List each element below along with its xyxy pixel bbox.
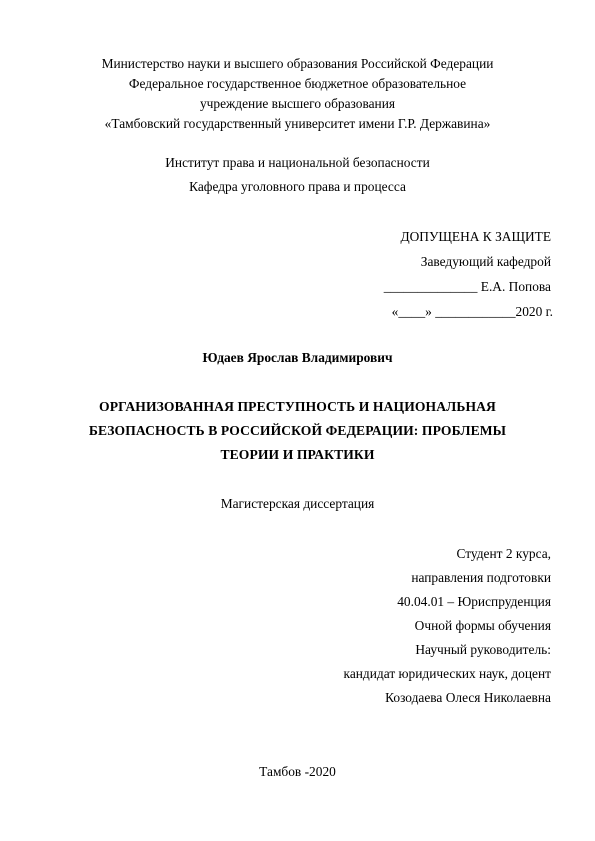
thesis-title-line-3: ТЕОРИИ И ПРАКТИКИ [220,447,375,462]
city-year: Тамбов -2020 [259,764,336,779]
thesis-title-line-1: ОРГАНИЗОВАННАЯ ПРЕСТУПНОСТЬ И НАЦИОНАЛЬНАЯ [99,399,496,414]
university-name: «Тамбовский государственный университет имени Г.Р. Державина» [104,116,491,131]
author-name: Юдаев Ярослав Владимирович [202,350,393,365]
approval-role: Заведующий кафедрой [420,254,551,269]
training-direction-label: направления подготовки [411,570,551,585]
department-name: Кафедра уголовного права и процесса [189,179,406,194]
supervisor-degree: кандидат юридических наук, доцент [343,666,551,681]
supervisor-name: Козодаева Олеся Николаевна [385,690,551,705]
work-type: Магистерская диссертация [220,496,375,511]
approval-date: «____» ____________2020 г. [391,304,553,319]
training-direction-code: 40.04.01 – Юриспруденция [397,594,551,609]
higher-education-line: учреждение высшего образования [199,96,396,111]
study-form: Очной формы обучения [414,618,551,633]
federal-institution-line: Федеральное государственное бюджетное образовательное [128,76,467,91]
thesis-title-line-2: БЕЗОПАСНОСТЬ В РОССИЙСКОЙ ФЕДЕРАЦИИ: ПРОБЛЕМЫ [88,423,507,438]
supervisor-label: Научный руководитель: [415,642,551,657]
student-course: Студент 2 курса, [456,546,551,561]
approval-heading: ДОПУЩЕНА К ЗАЩИТЕ [400,229,551,244]
institute-name: Институт права и национальной безопасности [165,155,430,170]
approval-signature: ______________ Е.А. Попова [383,279,551,294]
ministry-line: Министерство науки и высшего образования Российской Федерации [101,56,494,71]
